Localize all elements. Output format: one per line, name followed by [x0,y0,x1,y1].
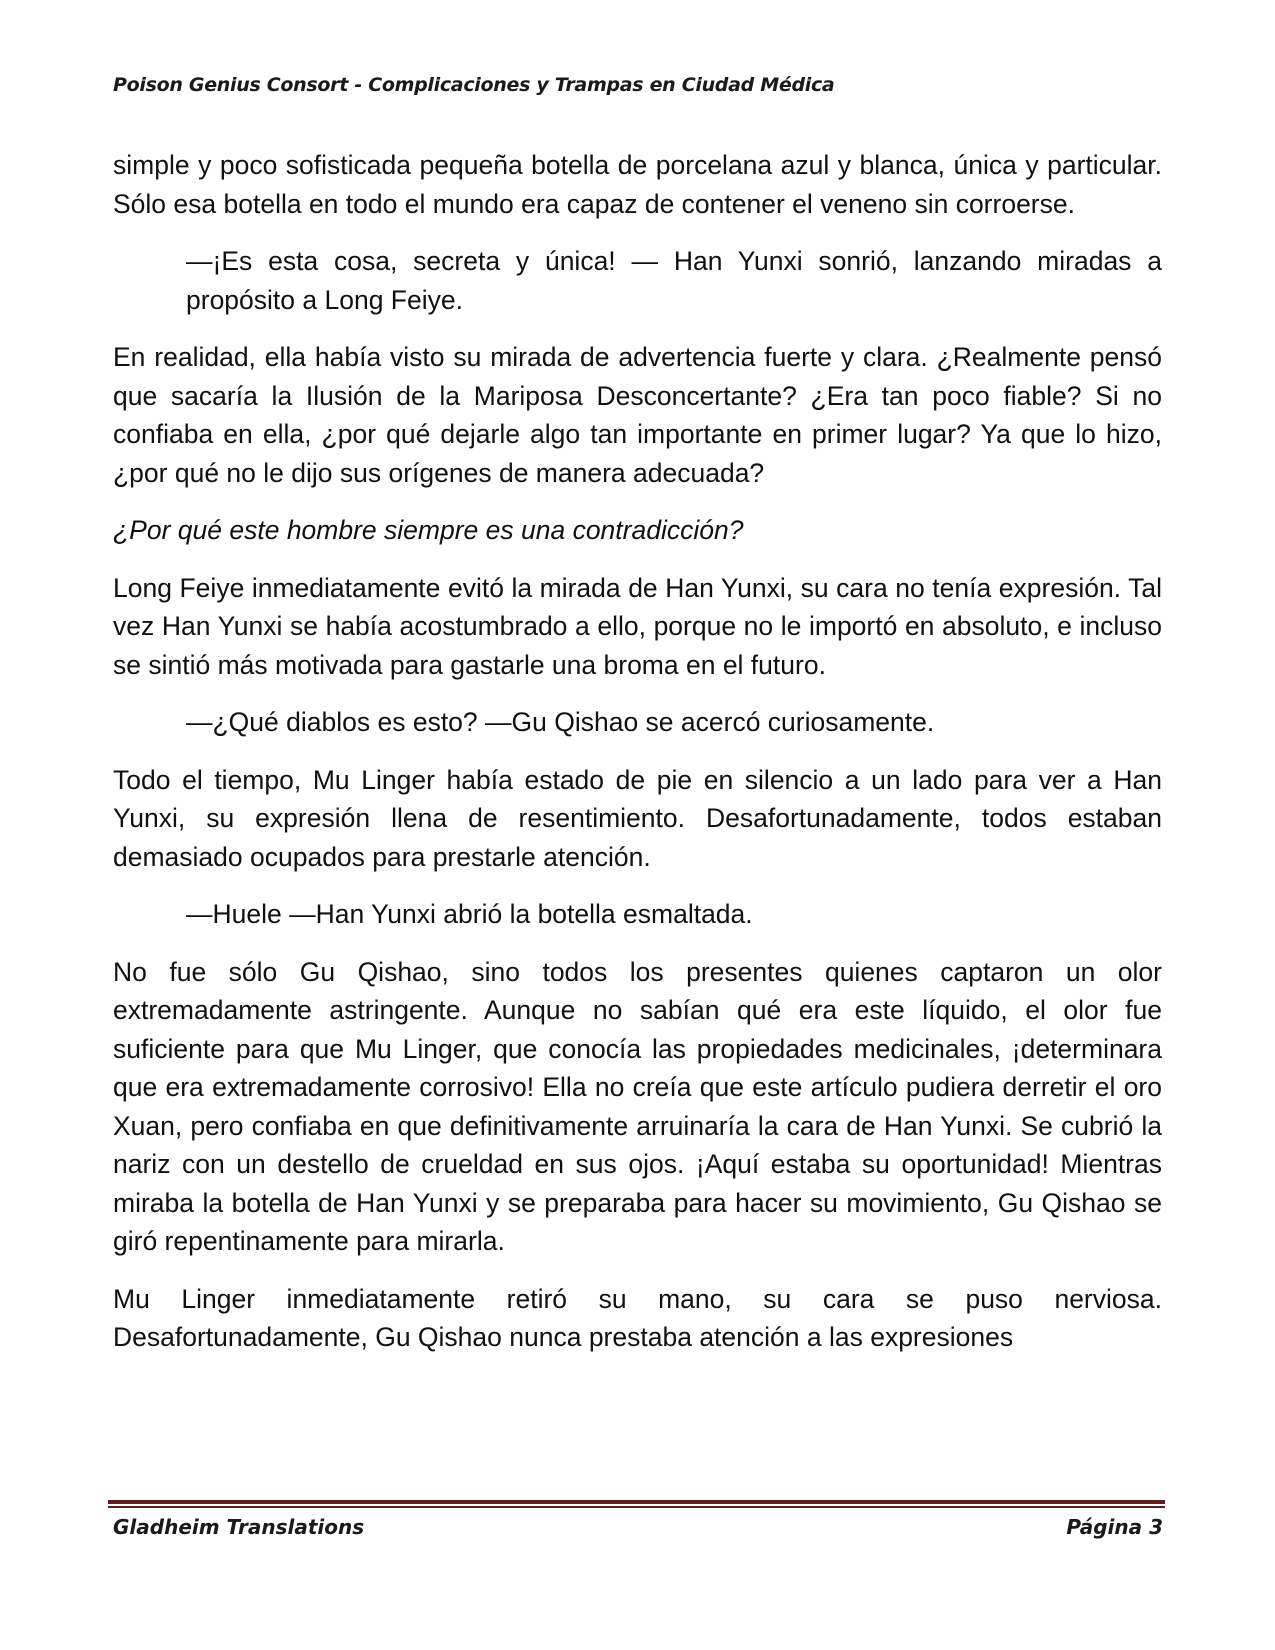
footer-publisher: Gladheim Translations [113,1515,365,1539]
dialog-paragraph: —¿Qué diablos es esto? —Gu Qishao se acercó curiosamente. [186,707,935,737]
page-number: Página 3 [1066,1515,1163,1539]
paragraph: simple y poco sofisticada pequeña botella de porcelana azul y blanca, única y particular. Sólo esa botella en todo el mundo era capaz de contener el veneno sin corroerse. [113,150,1162,219]
footer-rule-thick [108,1500,1165,1504]
dialog-paragraph: —Huele —Han Yunxi abrió la botella esmaltada. [186,899,753,929]
paragraph: Mu Linger inmediatamente retiró su mano, su cara se puso nerviosa. Desafortunadamente, Gu Qishao nunca prestaba atención a las expresiones [113,1283,1162,1352]
italic-paragraph: ¿Por qué este hombre siempre es una contradicción? [113,515,744,545]
paragraph: Todo el tiempo, Mu Linger había estado de pie en silencio a un lado para ver a Han Yunxi, su expresión llena de resentimiento. Desafortunadamente, todos estaban demasiado ocupados para prestarle atención. [113,764,1162,872]
running-header: Poison Genius Consort - Complicaciones y Trampas en Ciudad Médica [113,74,835,96]
paragraph: En realidad, ella había visto su mirada de advertencia fuerte y clara. ¿Realmente pensó que sacaría la Ilusión de la Mariposa Desconcertante? ¿Era tan poco fiable? Si no confiaba en ella, ¿por qué dejarle algo tan importante en primer lugar? Ya que lo hizo, ¿por qué no le dijo sus orígenes de manera adecuada? [113,342,1162,488]
paragraph: No fue sólo Gu Qishao, sino todos los presentes quienes captaron un olor extremadamente astringente. Aunque no sabían qué era este líquido, el olor fue suficiente para que Mu Linger, que conocía las propiedades medicinales, ¡determinara que era extremadamente corrosivo! Ella no creía que este artículo pudiera derretir el oro Xuan, pero confiaba en que definitivamente arruinaría la cara de Han Yunxi. Se cubrió la nariz con un destello de crueldad en sus ojos. ¡Aquí estaba su oportunidad! Mientras miraba la botella de Han Yunxi y se preparaba para hacer su movimiento, Gu Qishao se giró repentinamente para mirarla. [113,956,1162,1256]
paragraph: Long Feiye inmediatamente evitó la mirada de Han Yunxi, su cara no tenía expresión. Tal vez Han Yunxi se había acostumbrado a ello, porque no le importó en absoluto, e incluso se sintió más motivada para gastarle una broma en el futuro. [113,572,1162,680]
footer-rule-thin [108,1506,1165,1508]
page-body [113,146,1162,1376]
dialog-paragraph: —¡Es esta cosa, secreta y única! — Han Yunxi sonrió, lanzando miradas a propósito a Long Feiye. [186,246,1162,315]
